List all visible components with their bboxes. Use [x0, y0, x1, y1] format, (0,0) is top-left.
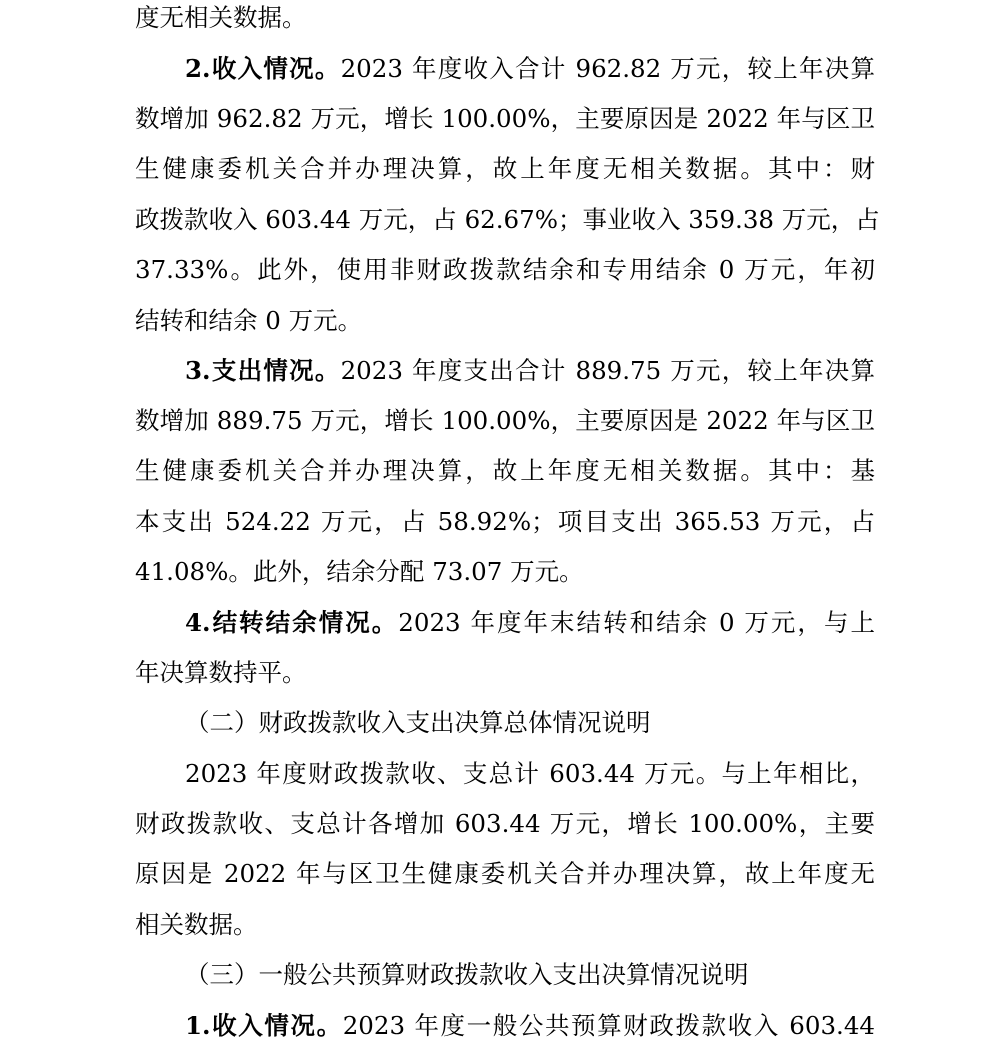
text-line: 结转和结余 0 万元。: [135, 306, 363, 335]
paragraph-income: [185, 53, 875, 85]
section-heading: （二）财政拨款收入支出决算总体情况说明: [185, 708, 651, 737]
text-line: 数增加 962.82 万元，增长 100.00%，主要原因是 2022 年与区卫: [135, 104, 875, 133]
text-line: 相关数据。: [135, 910, 258, 939]
text-line: 2023 年度一般公共预算财政拨款收入 603.44: [342, 1011, 876, 1040]
text-line: 政拨款收入 603.44 万元，占 62.67%；事业收入 359.38 万元，占: [135, 205, 880, 234]
heading-expenditure: 3.支出情况。: [185, 356, 341, 385]
text-line: 2023 年度财政拨款收、支总计 603.44 万元。与上年相比，: [185, 759, 875, 788]
paragraph-expenditure: [185, 355, 875, 387]
text-line: 2023 年度支出合计 889.75 万元，较上年决算: [340, 356, 875, 385]
text-line: 2023 年度年末结转和结余 0 万元，与上: [398, 608, 875, 637]
text-line: 年决算数持平。: [135, 658, 307, 687]
text-line: 生健康委机关合并办理决算，故上年度无相关数据。其中：基: [135, 456, 875, 485]
text-line: 度无相关数据。: [135, 3, 307, 32]
heading-general-income: 1.收入情况。: [185, 1011, 343, 1040]
paragraph-general-income: [185, 1010, 875, 1042]
text-line: 本支出 524.22 万元，占 58.92%；项目支出 365.53 万元，占: [135, 507, 875, 536]
text-line: 数增加 889.75 万元，增长 100.00%，主要原因是 2022 年与区卫: [135, 406, 875, 435]
text-line: 原因是 2022 年与区卫生健康委机关合并办理决算，故上年度无: [135, 859, 875, 888]
heading-income: 2.收入情况。: [185, 54, 341, 83]
paragraph-carryover: [185, 607, 875, 639]
text-line: 财政拨款收、支总计各增加 603.44 万元，增长 100.00%，主要: [135, 809, 875, 838]
section-heading: （三）一般公共预算财政拨款收入支出决算情况说明: [185, 960, 749, 989]
text-line: 41.08%。此外，结余分配 73.07 万元。: [135, 557, 584, 586]
text-line: 2023 年度收入合计 962.82 万元，较上年决算: [340, 54, 875, 83]
text-line: 生健康委机关合并办理决算，故上年度无相关数据。其中：财: [135, 154, 875, 183]
text-line: 37.33%。此外，使用非财政拨款结余和专用结余 0 万元，年初: [135, 255, 875, 284]
heading-carryover: 4.结转结余情况。: [185, 608, 399, 637]
